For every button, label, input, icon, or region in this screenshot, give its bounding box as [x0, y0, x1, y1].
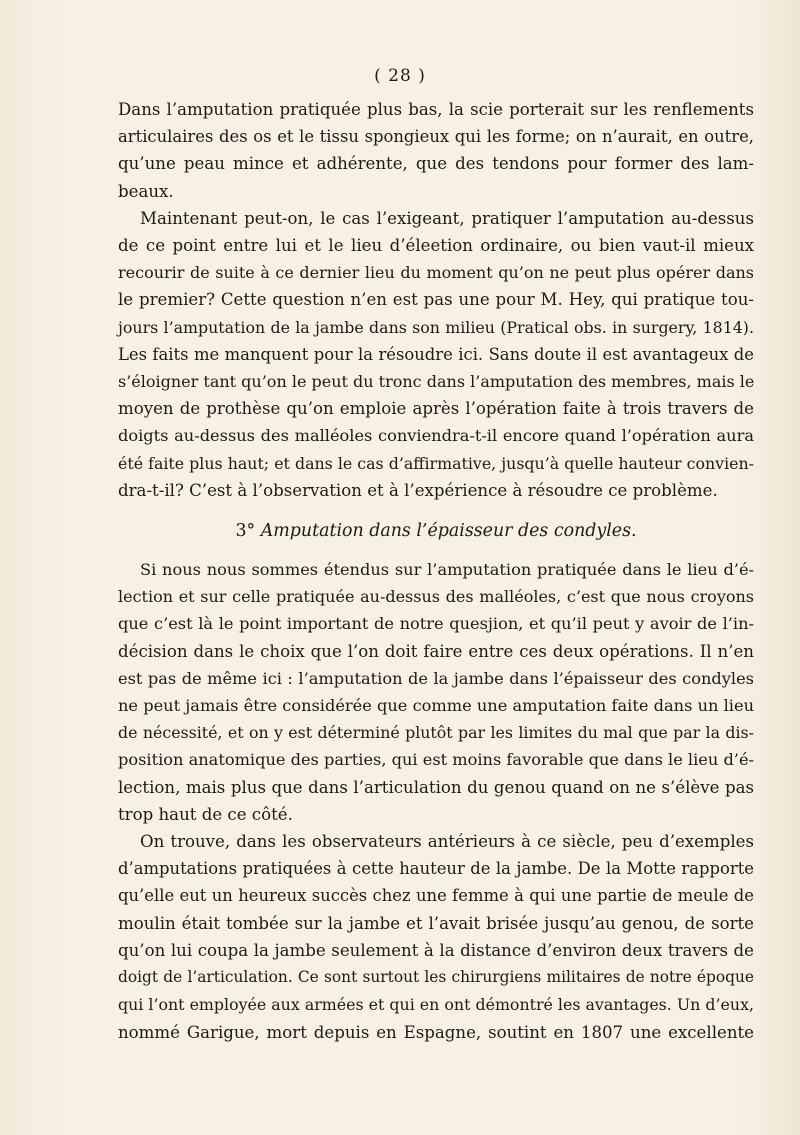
- text-line: été faite plus haut; et dans le cas d’affirmative, jusqu’à quelle hauteur convien-: [118, 453, 754, 473]
- text-line: Les faits me manquent pour la résoudre ici. Sans doute il est avantageux de: [118, 344, 754, 364]
- text-line: On trouve, dans les observateurs antérieurs à ce siècle, peu d’exemples: [140, 832, 754, 852]
- text-line: doigts au-dessus des malléoles conviendra-t-il encore quand l’opération aura: [118, 426, 754, 446]
- text-line: de nécessité, et on y est déterminé plutôt par les limites du mal que par la dis-: [118, 723, 754, 743]
- section-title: Amputation dans l’épaisseur des condyles.: [260, 521, 637, 542]
- paragraph: [118, 205, 754, 504]
- text-line: décision dans le choix que l’on doit faire entre ces deux opérations. Il n’en: [118, 641, 754, 661]
- text-line: doigt de l’articulation. Ce sont surtout les chirurgiens militaires de notre époque: [118, 968, 754, 987]
- text-line: que c’est là le point important de notre quesjion, et qu’il peut y avoir de l’in-: [118, 614, 754, 634]
- text-line: trop haut de ce côté.: [118, 804, 293, 824]
- section-number: 3°: [235, 521, 256, 542]
- text-line: beaux.: [118, 181, 174, 201]
- page-number: ( 28 ): [374, 66, 426, 86]
- text-line: dra-t-il? C’est à l’observation et à l’expérience à résoudre ce problème.: [118, 480, 718, 500]
- text-line: position anatomique des parties, qui est moins favorable que dans le lieu d’é-: [118, 750, 754, 770]
- text-line: le premier? Cette question n’en est pas une pour M. Hey, qui pratique tou-: [118, 290, 754, 310]
- text-line: nommé Garigue, mort depuis en Espagne, soutint en 1807 une excellente: [118, 1022, 754, 1042]
- paragraph: [118, 96, 754, 205]
- text-line: qu’on lui coupa la jambe seulement à la distance d’environ deux travers de: [118, 940, 754, 960]
- text-line: d’amputations pratiquées à cette hauteur de la jambe. De la Motte rapporte: [118, 859, 754, 879]
- paragraph: [118, 828, 754, 1046]
- paragraph: [118, 556, 754, 828]
- text-line: qu’une peau mince et adhérente, que des tendons pour former des lam-: [118, 154, 754, 174]
- body-text: [118, 96, 754, 1046]
- text-line: articulaires des os et le tissu spongieux qui les forme; on n’aurait, en outre,: [118, 127, 754, 147]
- section-heading: [118, 518, 754, 544]
- text-line: ne peut jamais être considérée que comme une amputation faite dans un lieu: [118, 696, 754, 716]
- text-line: lection, mais plus que dans l’articulation du genou quand on ne s’élève pas: [118, 777, 754, 797]
- text-line: Maintenant peut-on, le cas l’exigeant, pratiquer l’amputation au-dessus: [140, 208, 754, 228]
- text-line: qui l’ont employée aux armées et qui en ont démontré les avantages. Un d’eux,: [118, 995, 754, 1015]
- text-line: lection et sur celle pratiquée au-dessus des malléoles, c’est que nous croyons: [118, 587, 754, 607]
- text-line: qu’elle eut un heureux succès chez une femme à qui une partie de meule de: [118, 886, 754, 906]
- text-line: s’éloigner tant qu’on le peut du tronc dans l’amputation des membres, mais le: [118, 372, 755, 392]
- text-line: recourir de suite à ce dernier lieu du moment qu’on ne peut plus opérer dans: [118, 263, 754, 283]
- text-line: de ce point entre lui et le lieu d’éleetion ordinaire, ou bien vaut-il mieux: [118, 236, 754, 256]
- text-line: moyen de prothèse qu’on emploie après l’opération faite à trois travers de: [118, 399, 754, 419]
- text-line: est pas de même ici : l’amputation de la jambe dans l’épaisseur des condyles: [118, 668, 754, 688]
- text-line: Dans l’amputation pratiquée plus bas, la scie porterait sur les renflements: [118, 100, 754, 119]
- text-line: jours l’amputation de la jambe dans son milieu (Pratical obs. in surgery, 1814).: [118, 317, 754, 337]
- text-line: moulin était tombée sur la jambe et l’avait brisée jusqu’au genou, de sorte: [118, 913, 754, 933]
- text-line: Si nous nous sommes étendus sur l’amputation pratiquée dans le lieu d’é-: [140, 560, 754, 580]
